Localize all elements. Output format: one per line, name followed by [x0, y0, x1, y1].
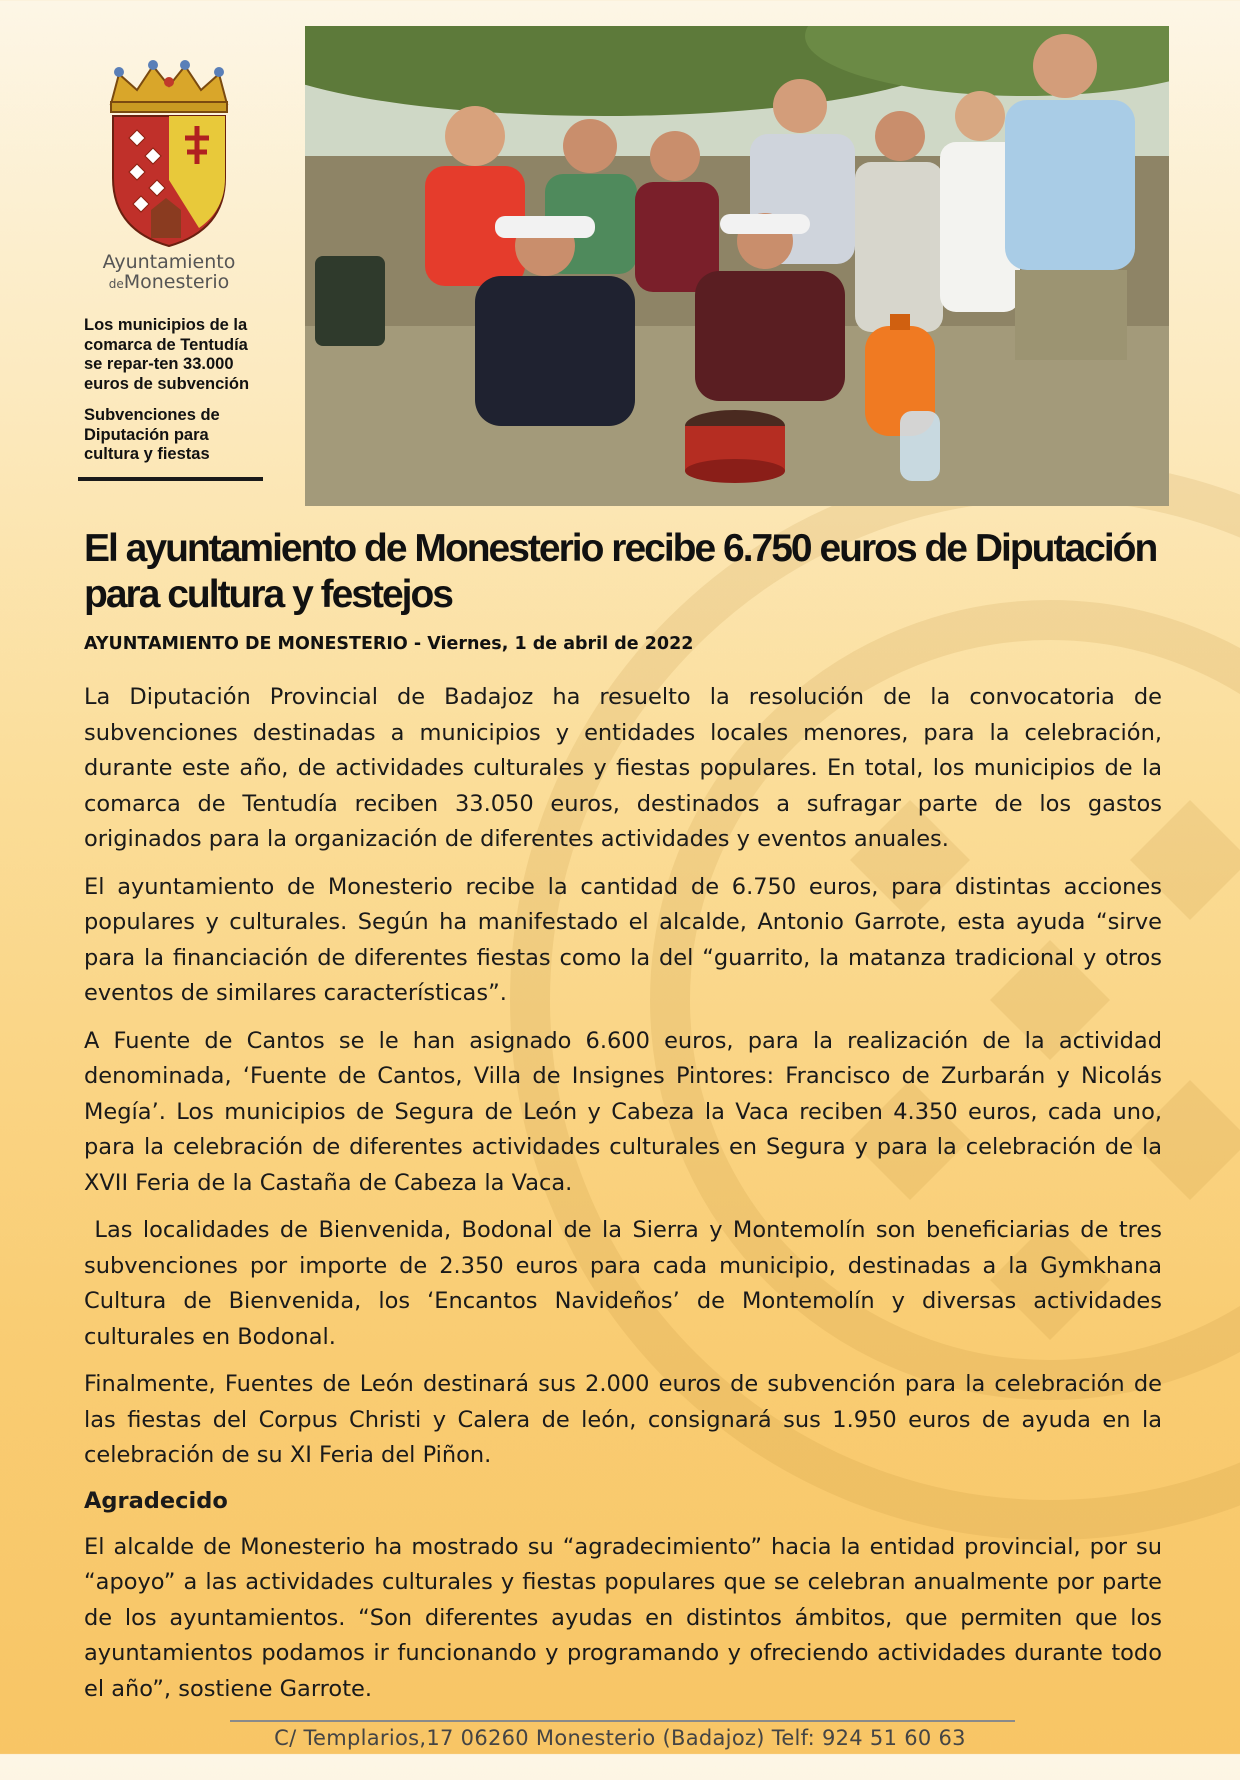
logo-line2: [84, 272, 254, 294]
article-paragraph-6: El alcalde de Monesterio ha mostrado su “agradecimiento” hacia la entidad provincial, por su “apoyo” a las actividades culturales y fiestas populares que se celebran anualmente por parte de los ayuntamientos. “Son diferentes ayudas en distintos ámbitos, que permiten que los ayuntamientos podamos ir funcionando y programando y ofreciendo actividades durante todo el año”, sostiene Garrote.: [84, 1533, 1162, 1702]
article-paragraph-1: La Diputación Provincial de Badajoz ha resuelto la resolución de la convocatoria de subvenciones destinadas a municipios y entidades locales menores, para la celebración, durante este año, de actividades culturales y fiestas populares. En total, los municipios de la comarca de Tentudía reciben 33.050 euros, destinados a sufragar parte de los gastos originados para la organización de diferentes actividades y eventos anuales.: [84, 684, 1162, 852]
article-paragraph-5: Finalmente, Fuentes de León destinará sus 2.000 euros de subvención para la celebración de las fiestas del Corpus Christi y Calera de león, consignará sus 1.950 euros de ayuda en la celebración de su XI Feria del Piñon.: [84, 1371, 1162, 1468]
article-paragraph-2: El ayuntamiento de Monesterio recibe la cantidad de 6.750 euros, para distintas acciones populares y culturales. Según ha manifestado el alcalde, Antonio Garrote, esta ayuda “sirve para la financiación de diferentes fiestas como la del “guarrito, la matanza tradicional y otros eventos de similares características”.: [84, 873, 1162, 1006]
logo-line2-small: de: [108, 277, 124, 291]
group-photo-illustration: [305, 26, 1169, 506]
logo-wordmark: [84, 252, 254, 294]
article-byline: AYUNTAMIENTO DE MONESTERIO - Viernes, 1 de abril de 2022: [84, 634, 694, 654]
article-paragraph-4: Las localidades de Bienvenida, Bodonal de la Sierra y Montemolín son beneficiarias de tres subvenciones por importe de 2.350 euros para cada municipio, destinadas a la Gymkhana Cultura de Bienvenida, los ‘Encantos Navideños’ de Montemolín y diversas actividades culturales en Bodonal.: [84, 1217, 1170, 1350]
sidebar-blurb-1: Los municipios de la comarca de Tentudía se repar-ten 33.000 euros de subvención: [84, 316, 250, 393]
article-paragraph-3: A Fuente de Cantos se le han asignado 6.600 euros, para la realización de la actividad denominada, ‘Fuente de Cantos, Villa de Insignes Pintores: Francisco de Zurbarán y Nicolás Megía’. Los municipios de Segura de León y Cabeza la Vaca reciben 4.350 euros, cada uno, para la celebración de diferentes actividades culturales en Segura y para la celebración de la XVII Feria de la Castaña de Cabeza la Vaca.: [84, 1027, 1162, 1196]
sidebar-summary: [78, 316, 263, 481]
municipal-logo: [84, 60, 254, 310]
sidebar-blurb-2: Subvenciones de Diputación para cultura y fiestas: [84, 406, 220, 463]
article-subheading: Agradecido: [84, 1487, 228, 1514]
article-photo: [305, 26, 1169, 506]
logo-line2-main: Monesterio: [123, 271, 230, 293]
article-headline: El ayuntamiento de Monesterio recibe 6.750 euros de Diputación para cultura y festejos: [84, 527, 1157, 616]
logo-line1: Ayuntamiento: [102, 251, 236, 273]
footer-address: C/ Templarios,17 06260 Monesterio (Badajoz) Telf: 924 51 60 63: [274, 1726, 966, 1750]
footer-divider: [230, 1720, 1015, 1722]
article-body: [84, 680, 1170, 1719]
coat-of-arms-icon: [99, 60, 239, 250]
